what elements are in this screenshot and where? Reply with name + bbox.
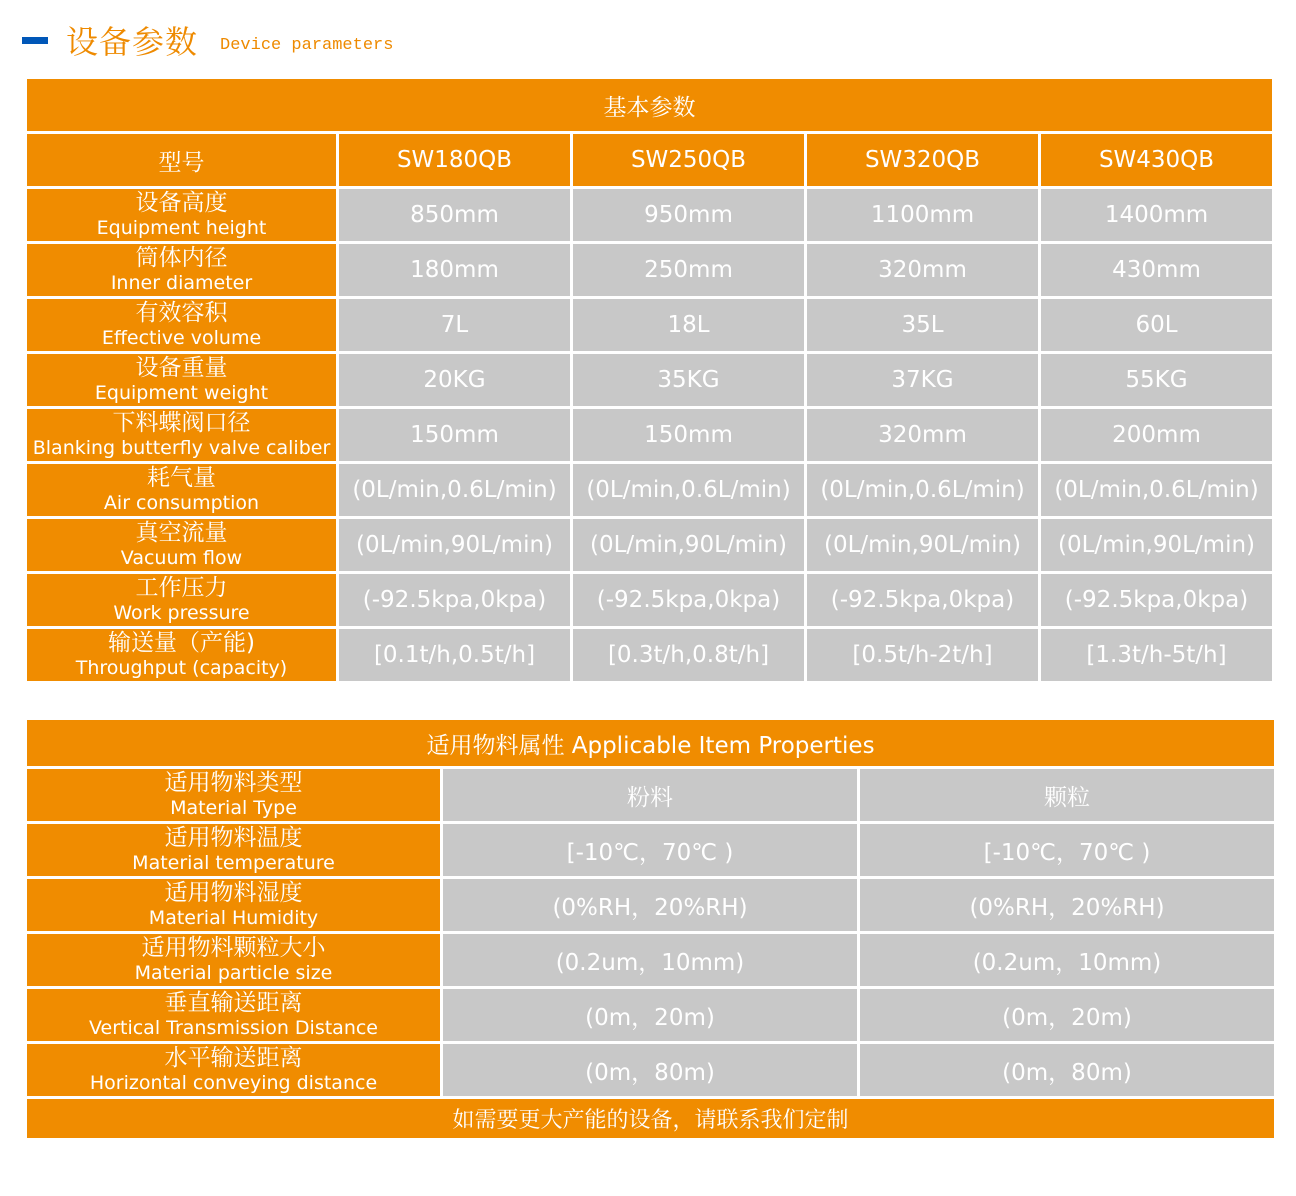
row-label-cn: 设备高度 <box>135 190 228 216</box>
row-label-en: Material Humidity <box>148 907 319 929</box>
value-cell: 60L <box>1040 298 1274 353</box>
value-cell: (0%RH，20%RH) <box>442 878 859 933</box>
table-row <box>26 188 1274 243</box>
value-cell: [0.3t/h,0.8t/h] <box>572 628 806 683</box>
value-cell: 950mm <box>572 188 806 243</box>
value-cell: 7L <box>338 298 572 353</box>
row-label-cn: 有效容积 <box>135 300 228 326</box>
value-cell: (-92.5kpa,0kpa) <box>1040 573 1274 628</box>
row-label <box>26 463 338 518</box>
row-label <box>26 823 442 878</box>
value-cell: 250mm <box>572 243 806 298</box>
value-cell: 320mm <box>806 243 1040 298</box>
table-row <box>26 628 1274 683</box>
value-cell: 150mm <box>572 408 806 463</box>
value-cell: [0.5t/h-2t/h] <box>806 628 1040 683</box>
table-row <box>26 1043 1276 1098</box>
value-cell: 35KG <box>572 353 806 408</box>
model-name: SW250QB <box>572 133 806 188</box>
row-label-en: Vertical Transmission Distance <box>88 1017 379 1039</box>
row-label-cn: 输送量（产能) <box>108 630 255 656</box>
value-cell: (0L/min,90L/min) <box>572 518 806 573</box>
value-cell: (-92.5kpa,0kpa) <box>572 573 806 628</box>
row-label-en: Blanking butterfly valve caliber <box>32 437 331 459</box>
value-cell: (0.2um，10mm) <box>442 933 859 988</box>
value-cell: 180mm <box>338 243 572 298</box>
table-row <box>26 463 1274 518</box>
row-label <box>26 1043 442 1098</box>
row-label-en: Material particle size <box>134 962 333 984</box>
value-cell: 150mm <box>338 408 572 463</box>
table-row <box>26 573 1274 628</box>
value-cell: 1400mm <box>1040 188 1274 243</box>
row-label-cn: 耗气量 <box>147 465 216 491</box>
value-cell: [0.1t/h,0.5t/h] <box>338 628 572 683</box>
page-title: 设备参数 <box>66 23 199 61</box>
row-label-en: Equipment weight <box>94 382 269 404</box>
value-cell: (0L/min,90L/min) <box>338 518 572 573</box>
page-header <box>22 18 393 62</box>
value-cell: 55KG <box>1040 353 1274 408</box>
table-row <box>26 243 1274 298</box>
table-row <box>26 768 1276 823</box>
row-label-en: Air consumption <box>103 492 260 514</box>
value-cell: (0%RH，20%RH) <box>859 878 1276 933</box>
value-cell: (0m，20m) <box>859 988 1276 1043</box>
value-cell: (-92.5kpa,0kpa) <box>806 573 1040 628</box>
row-label <box>26 408 338 463</box>
row-label <box>26 243 338 298</box>
row-label-cn: 工作压力 <box>135 575 228 601</box>
row-label-cn: 设备重量 <box>135 355 228 381</box>
table-row <box>26 878 1276 933</box>
value-cell: 18L <box>572 298 806 353</box>
value-cell: 37KG <box>806 353 1040 408</box>
row-label <box>26 518 338 573</box>
row-label <box>26 628 338 683</box>
value-cell: (0m，80m) <box>442 1043 859 1098</box>
row-label-cn: 垂直输送距离 <box>164 990 303 1016</box>
row-label-cn: 筒体内径 <box>135 245 228 271</box>
value-cell: [-10℃，70℃ ) <box>442 823 859 878</box>
value-cell: 35L <box>806 298 1040 353</box>
row-label <box>26 878 442 933</box>
model-name: SW430QB <box>1040 133 1274 188</box>
row-label <box>26 988 442 1043</box>
row-label <box>26 353 338 408</box>
material-properties-table <box>24 717 1277 1141</box>
row-label-en: Equipment height <box>96 217 267 239</box>
value-cell: (-92.5kpa,0kpa) <box>338 573 572 628</box>
value-cell: 1100mm <box>806 188 1040 243</box>
model-name: SW320QB <box>806 133 1040 188</box>
value-cell: (0L/min,90L/min) <box>1040 518 1274 573</box>
basic-section-title: 基本参数 <box>26 78 1274 133</box>
model-header-row <box>26 133 1274 188</box>
materials-section-title: 适用物料属性 Applicable Item Properties <box>26 719 1276 768</box>
table-row <box>26 988 1276 1043</box>
row-label-en: Effective volume <box>101 327 262 349</box>
title-accent-bar <box>22 37 48 44</box>
table-row <box>26 408 1274 463</box>
row-label-cn: 真空流量 <box>135 520 228 546</box>
value-cell: (0.2um，10mm) <box>859 933 1276 988</box>
table-row <box>26 518 1274 573</box>
row-label-cn: 水平输送距离 <box>164 1045 303 1071</box>
value-cell: (0L/min,0.6L/min) <box>1040 463 1274 518</box>
row-label-en: Material temperature <box>132 852 335 874</box>
row-label-cn: 适用物料温度 <box>164 825 303 851</box>
value-cell: 20KG <box>338 353 572 408</box>
row-label-en: Material Type <box>170 797 297 819</box>
value-cell: 颗粒 <box>859 768 1276 823</box>
row-label <box>26 573 338 628</box>
row-label <box>26 933 442 988</box>
basic-parameters-table <box>24 76 1275 684</box>
table-row <box>26 933 1276 988</box>
custom-order-note: 如需要更大产能的设备，请联系我们定制 <box>26 1098 1276 1140</box>
row-label-en: Throughput (capacity) <box>75 657 288 679</box>
value-cell: (0L/min,0.6L/min) <box>572 463 806 518</box>
value-cell: 粉料 <box>442 768 859 823</box>
row-label-en: Vacuum flow <box>120 547 243 569</box>
row-label-en: Horizontal conveying distance <box>89 1072 378 1094</box>
table-row <box>26 353 1274 408</box>
value-cell: [1.3t/h-5t/h] <box>1040 628 1274 683</box>
model-name: SW180QB <box>338 133 572 188</box>
model-label: 型号 <box>26 133 338 188</box>
value-cell: (0L/min,90L/min) <box>806 518 1040 573</box>
row-label <box>26 188 338 243</box>
row-label <box>26 298 338 353</box>
value-cell: 430mm <box>1040 243 1274 298</box>
table-row <box>26 298 1274 353</box>
row-label-cn: 适用物料颗粒大小 <box>141 935 326 961</box>
value-cell: (0m，20m) <box>442 988 859 1043</box>
value-cell: [-10℃，70℃ ) <box>859 823 1276 878</box>
table-row <box>26 823 1276 878</box>
value-cell: 320mm <box>806 408 1040 463</box>
row-label-cn: 适用物料湿度 <box>164 880 303 906</box>
page-subtitle: Device parameters <box>220 35 394 55</box>
row-label-cn: 适用物料类型 <box>164 770 303 796</box>
row-label-en: Work pressure <box>113 602 250 624</box>
value-cell: (0L/min,0.6L/min) <box>806 463 1040 518</box>
value-cell: 850mm <box>338 188 572 243</box>
value-cell: (0m，80m) <box>859 1043 1276 1098</box>
value-cell: 200mm <box>1040 408 1274 463</box>
row-label-cn: 下料蝶阀口径 <box>112 410 251 436</box>
value-cell: (0L/min,0.6L/min) <box>338 463 572 518</box>
row-label <box>26 768 442 823</box>
row-label-en: Inner diameter <box>110 272 253 294</box>
